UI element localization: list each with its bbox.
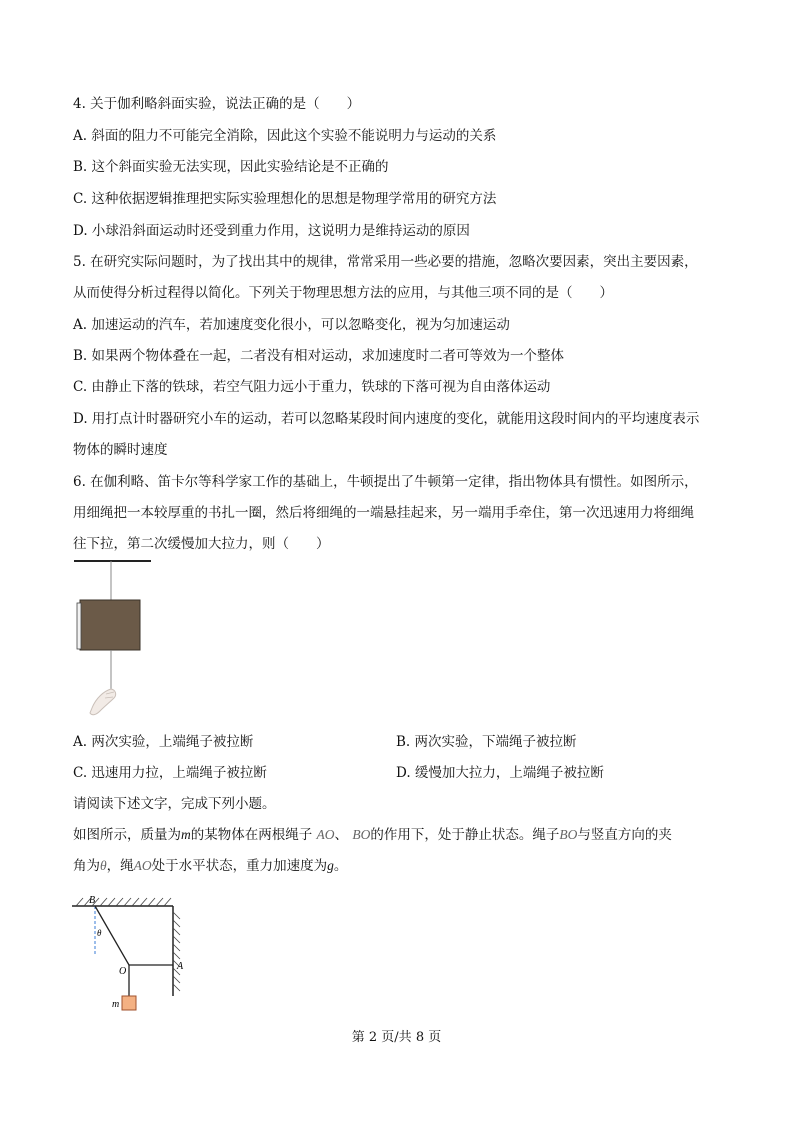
q5-option-a: A. 加速运动的汽车，若加速度变化很小，可以忽略变化，视为匀加速运动 bbox=[73, 317, 510, 333]
rope-bo-symbol: BO bbox=[352, 827, 371, 842]
q6-stem-line1: 6. 在伽利略、笛卡尔等科学家工作的基础上，牛顿提出了牛顿第一定律，指出物体具有惯性。如图所示， bbox=[73, 474, 698, 490]
rope-ao-symbol: AO bbox=[316, 827, 335, 842]
label-b: B bbox=[89, 895, 96, 906]
q6-stem-line3: 往下拉，第二次缓慢加大拉力，则（ ） bbox=[73, 536, 330, 552]
q4-option-c: C. 这种依据逻辑推理把实际实验理想化的思想是物理学常用的研究方法 bbox=[73, 191, 497, 207]
book bbox=[80, 600, 140, 650]
q4-option-d: D. 小球沿斜面运动时还受到重力作用，这说明力是维持运动的原因 bbox=[73, 223, 470, 239]
context-paragraph-line1: 如图所示，质量为m的某物体在两根绳子 AO、 BO的作用下，处于静止状态。绳子BO与竖直方向的夹 bbox=[73, 827, 672, 843]
page-footer: 第 2 页/共 8 页 bbox=[351, 1030, 442, 1045]
label-a: A bbox=[177, 961, 184, 972]
q6-option-b: B. 两次实验，下端绳子被拉断 bbox=[396, 734, 577, 750]
book-spine bbox=[77, 603, 81, 649]
theta-symbol: θ bbox=[100, 858, 107, 873]
q6-stem-line2: 用细绳把一本较厚重的书扎一圈，然后将细绳的一端悬挂起来，另一端用手牵住，第一次迅速用力将细绳 bbox=[73, 505, 694, 521]
q4-option-a: A. 斜面的阻力不可能完全消除，因此这个实验不能说明力与运动的关系 bbox=[73, 128, 497, 144]
q6-option-a: A. 两次实验，上端绳子被拉断 bbox=[73, 734, 254, 750]
label-theta: θ bbox=[97, 928, 102, 938]
q5-option-b: B. 如果两个物体叠在一起，二者没有相对运动，求加速度时二者可等效为一个整体 bbox=[73, 348, 565, 364]
context-paragraph-line2: 角为θ，绳AO处于水平状态，重力加速度为g。 bbox=[73, 858, 348, 874]
q4-option-b: B. 这个斜面实验无法实现，因此实验结论是不正确的 bbox=[73, 159, 389, 175]
label-o: O bbox=[119, 966, 127, 977]
q5-option-c: C. 由静止下落的铁球，若空气阻力远小于重力，铁球的下落可视为自由落体运动 bbox=[73, 379, 551, 395]
q4-stem: 4. 关于伽利略斜面实验，说法正确的是（ ） bbox=[73, 96, 361, 112]
book-hanging-figure bbox=[70, 558, 160, 723]
q5-stem-line2: 从而使得分析过程得以简化。下列关于物理思想方法的应用，与其他三项不同的是（ ） bbox=[73, 285, 613, 301]
q5-stem-line1: 5. 在研究实际问题时，为了找出其中的规律，常常采用一些必要的措施，忽略次要因素，突出主要因素， bbox=[73, 254, 698, 270]
mass-symbol: m bbox=[181, 827, 191, 842]
mass-block bbox=[122, 996, 136, 1010]
rope-diagram bbox=[66, 888, 196, 1018]
gravity-symbol: g bbox=[327, 858, 334, 873]
q6-option-d: D. 缓慢加大拉力，上端绳子被拉断 bbox=[396, 765, 604, 781]
label-m: m bbox=[112, 999, 120, 1010]
wall-hatching bbox=[173, 912, 180, 991]
q6-option-c: C. 迅速用力拉，上端绳子被拉断 bbox=[73, 765, 267, 781]
q5-option-d-line2: 物体的瞬时速度 bbox=[73, 442, 168, 458]
reading-intro: 请阅读下述文字，完成下列小题。 bbox=[73, 796, 276, 812]
q5-option-d-line1: D. 用打点计时器研究小车的运动，若可以忽略某段时间内速度的变化，就能用这段时间内的平均速度表示 bbox=[73, 411, 700, 427]
